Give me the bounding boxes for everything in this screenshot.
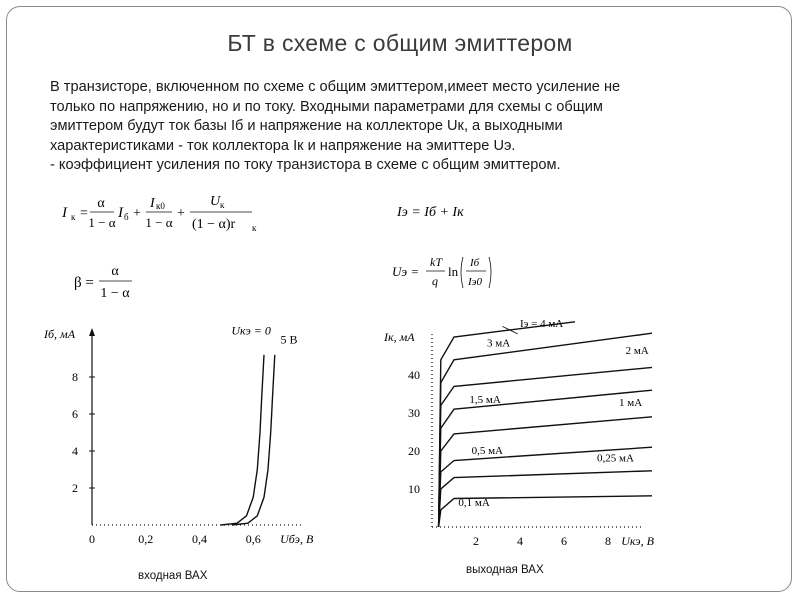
y-tick-label: 6 [72, 407, 78, 421]
curve-label-5: 2 мА [625, 345, 649, 358]
paragraph-line: эмиттером будут ток базы Iб и напряжение на коллекторе Uк, а выходными [50, 118, 563, 135]
formula-ue-den: Iэ0 [468, 276, 483, 288]
curve-label-6: 3 мА [487, 337, 511, 350]
x-tick-label: 2 [473, 534, 479, 548]
paragraph-line: только по напряжению, но и по току. Входными параметрами для схемы с общим [50, 98, 603, 115]
formula-ik-ik0: I [150, 196, 155, 211]
x-tick-label: 8 [605, 534, 611, 548]
y-axis-arrow [89, 328, 95, 336]
input-characteristic-chart [40, 320, 340, 565]
series-line-1 [232, 355, 275, 525]
y-tick-label: 8 [72, 370, 78, 384]
input-chart-curves [221, 355, 275, 525]
slide-paragraph [50, 78, 765, 176]
y-tick-label: 4 [72, 444, 78, 458]
input-chart-caption: входная ВАХ [138, 570, 208, 582]
slide-title: БТ в схеме с общим эмиттером [227, 30, 573, 56]
curve-label-1: 0,25 мА [597, 452, 634, 465]
curve-label-4: 1,5 мА [469, 394, 501, 407]
formula-ik-lhs: I [62, 205, 67, 221]
formula-beta-lhs: β = [74, 275, 94, 291]
x-tick-label: 0,6 [245, 532, 261, 546]
formula-ik-uk: U [210, 194, 221, 209]
paragraph-line: - коэффициент усиления по току транзистора в схеме с общим эмиттером. [50, 157, 561, 174]
formula-ue-ln: ln [448, 264, 459, 279]
input-chart-axes [89, 328, 302, 525]
formula-ik-ib: I [118, 205, 123, 221]
curve-label-0: 0,1 мА [458, 497, 490, 510]
output-chart-caption: выходная ВАХ [466, 564, 544, 576]
formula-ue-kt: kT [430, 255, 442, 269]
input-chart-series-label-5v: 5 В [280, 332, 298, 347]
paragraph-line: характеристиками - ток коллектора Iк и напряжение на эмиттере Uэ. [50, 137, 516, 154]
x-tick-label: 0 [89, 532, 95, 546]
formula-beta-num: α [111, 264, 119, 279]
formula-ue-q: q [432, 274, 438, 288]
formula-ue-num: Iб [470, 257, 480, 269]
formula-ik-eq: = [80, 206, 88, 221]
y-tick-label: 40 [408, 368, 420, 382]
formula-ik-plus2: + [177, 206, 185, 221]
x-tick-label: 0,4 [192, 532, 207, 546]
output-characteristic-chart [380, 315, 680, 560]
curve-label-2: 0,5 мА [471, 445, 504, 458]
input-chart-ticks [72, 370, 261, 546]
formula-ik-den3-sub: к [252, 223, 257, 233]
formula-ik-den1: 1 − α [88, 215, 116, 230]
formula-ik-plus1: + [133, 206, 141, 221]
formula-ik-den3: (1 − α)r [192, 217, 236, 232]
curve-label-3: 1 мА [619, 397, 643, 410]
curve-label-7: Iэ = 4 мА [520, 318, 564, 331]
formula-ik-lhs-sub: к [71, 212, 76, 222]
formula-ik-den2: 1 − α [145, 215, 173, 230]
formula-ik-ik0-sub: к0 [156, 201, 165, 211]
output-chart-xlabel: Uкэ, В [621, 534, 654, 548]
series-line-0 [221, 355, 264, 525]
formula-beta-den: 1 − α [100, 286, 130, 301]
formula-ik-ib-sub: б [124, 212, 129, 222]
input-chart-ylabel: Iб, мА [44, 327, 76, 341]
formula-ue [390, 252, 510, 296]
formula-ie [395, 198, 515, 224]
formula-ik-alpha: α [97, 196, 105, 211]
x-tick-label: 6 [561, 534, 567, 548]
output-chart-ylabel: Iк, мА [384, 330, 415, 344]
input-chart-series-label-uke0: Uкэ = 0 [231, 323, 271, 338]
x-tick-label: 4 [517, 534, 523, 548]
formula-ie-text: Iэ = Iб + Iк [397, 205, 464, 220]
y-tick-label: 10 [408, 482, 420, 496]
paragraph-line: В транзисторе, включенном по схеме с общим эмиттером,имеет место усиление не [50, 79, 621, 95]
input-chart-xlabel: Uбэ, В [280, 532, 314, 546]
y-tick-label: 2 [72, 481, 78, 495]
formula-ue-lhs: Uэ = [392, 264, 420, 279]
y-tick-label: 20 [408, 444, 420, 458]
x-tick-label: 0,2 [138, 532, 154, 546]
y-tick-label: 30 [408, 406, 420, 420]
formula-beta [72, 258, 152, 306]
formula-ik [60, 190, 280, 238]
formula-ik-uk-sub: к [220, 200, 225, 210]
